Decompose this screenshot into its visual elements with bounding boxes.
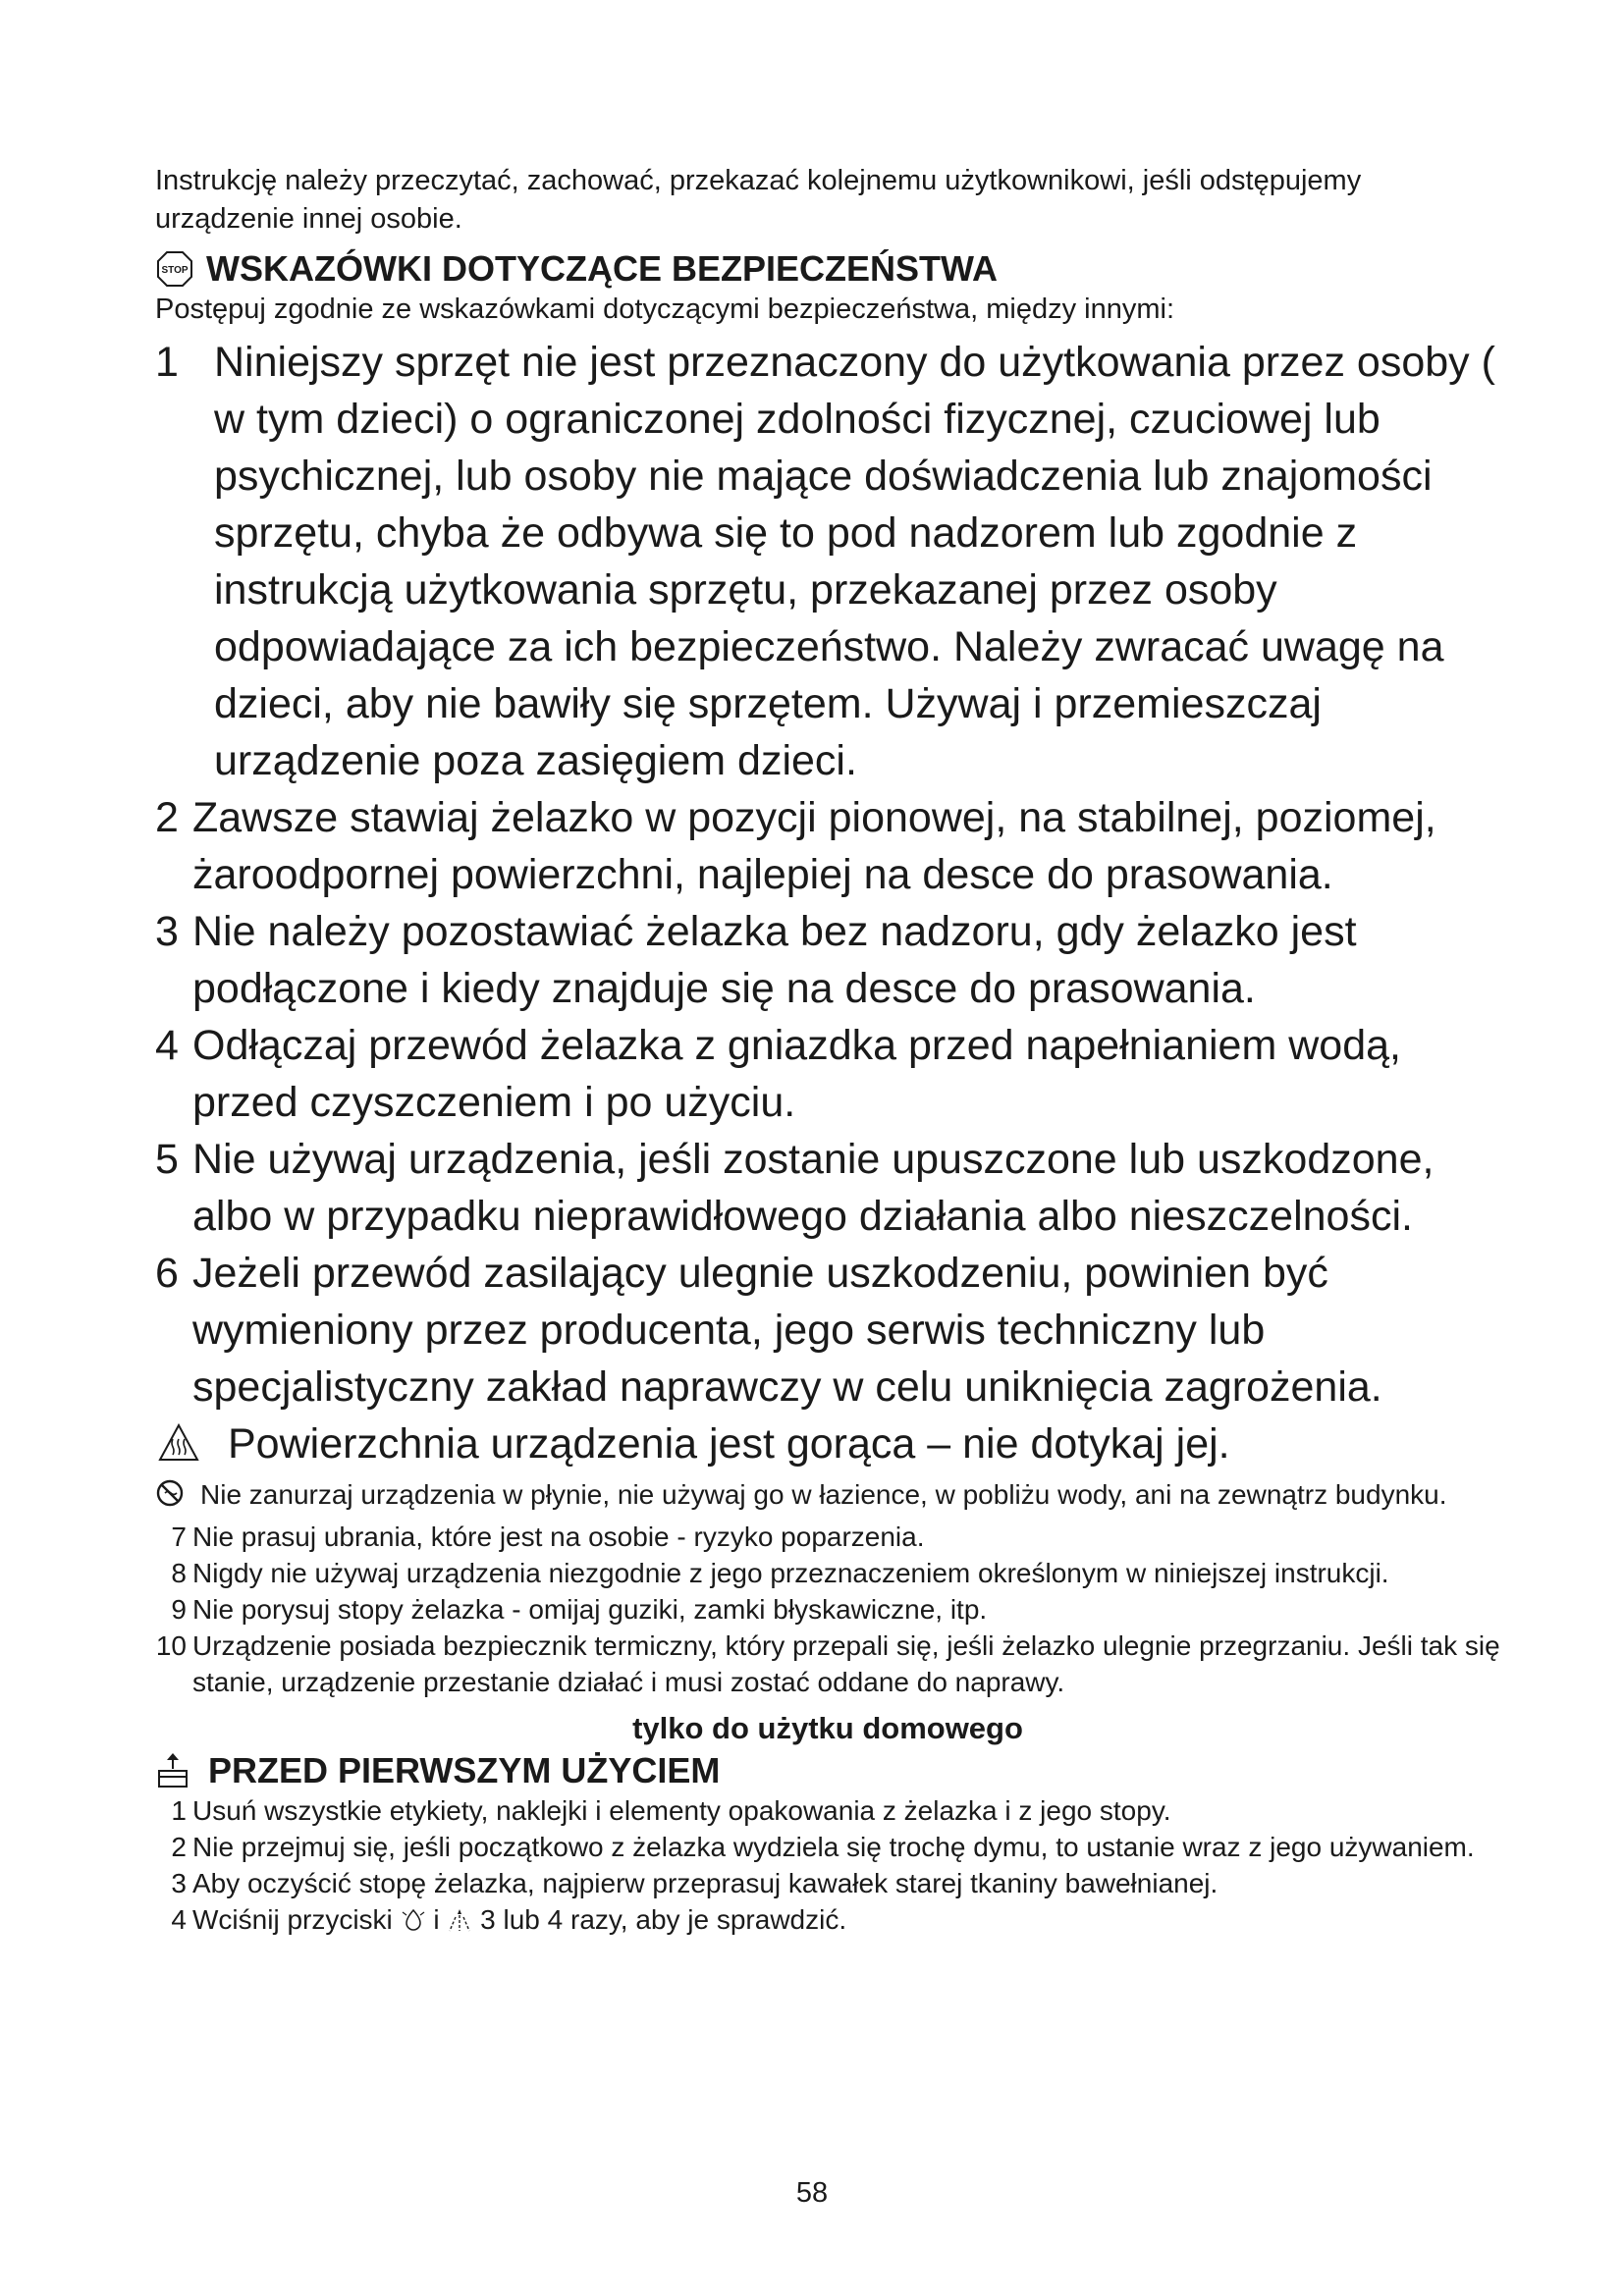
list-item <box>155 1865 1500 1901</box>
first-use-list <box>155 1792 1500 1938</box>
hot-warning-text: Powierzchnia urządzenia jest gorąca – nie dotykaj jej. <box>228 1420 1230 1468</box>
list-item <box>155 1628 1500 1700</box>
safety-big-list <box>155 334 1500 1415</box>
safety-title: WSKAZÓWKI DOTYCZĄCE BEZPIECZEŃSTWA <box>206 248 998 289</box>
first-use-title: PRZED PIERWSZYM UŻYCIEM <box>208 1750 721 1790</box>
no-immersion-warning <box>155 1476 1500 1513</box>
item4-mid: i <box>433 1904 440 1935</box>
item-number: 6 <box>155 1250 179 1297</box>
item-number: 4 <box>171 1904 187 1935</box>
list-item <box>155 1829 1500 1865</box>
manual-page <box>155 162 1500 1938</box>
item-text: Nie porysuj stopy żelazka - omijaj guziki, zamki błyskawiczne, itp. <box>192 1594 988 1625</box>
item-number: 1 <box>155 339 179 386</box>
item-number: 3 <box>155 908 179 955</box>
item-number: 5 <box>155 1136 179 1183</box>
item-text: Jeżeli przewód zasilający ulegnie uszkodzeniu, powinien być wymieniony przez producenta, jego serwis techniczny lub specjalistyczny zakład naprawczy w celu uniknięcia zagrożenia. <box>192 1250 1382 1411</box>
list-item <box>155 1245 1500 1415</box>
svg-text:STOP: STOP <box>161 265 189 276</box>
item-number: 2 <box>155 794 179 841</box>
steam-shot-button-icon <box>447 1905 472 1931</box>
item-number: 7 <box>171 1522 187 1552</box>
stop-icon <box>155 249 194 289</box>
list-item <box>155 1131 1500 1245</box>
item-number: 4 <box>155 1022 179 1069</box>
safety-subtitle: Postępuj zgodnie ze wskazówkami dotyczącymi bezpieczeństwa, między innymi: <box>155 294 1174 325</box>
spray-button-icon <box>401 1905 426 1931</box>
safety-small-list <box>155 1519 1500 1700</box>
item-text: Urządzenie posiada bezpiecznik termiczny, który przepali się, jeśli żelazko ulegnie przegrzaniu. Jeśli tak się stanie, urządzenie przestanie działać i musi zostać oddane do naprawy. <box>192 1630 1500 1697</box>
item-number: 10 <box>155 1630 187 1661</box>
item-text: Zawsze stawiaj żelazko w pozycji pionowej, na stabilnej, poziomej, żaroodpornej powierzchni, najlepiej na desce do prasowania. <box>192 794 1436 898</box>
list-item <box>155 1519 1500 1555</box>
list-item <box>155 789 1500 903</box>
hot-surface-warning <box>155 1415 1500 1472</box>
item-text: Nigdy nie używaj urządzenia niezgodnie z jego przeznaczeniem określonym w niniejszej instrukcji. <box>192 1558 1389 1588</box>
list-item <box>155 1555 1500 1591</box>
item-text: Odłączaj przewód żelazka z gniazdka przed napełnianiem wodą, przed czyszczeniem i po użyciu. <box>192 1022 1401 1126</box>
item-text: Usuń wszystkie etykiety, naklejki i elementy opakowania z żelazka i z jego stopy. <box>192 1795 1171 1826</box>
intro-text: Instrukcję należy przeczytać, zachować, przekazać kolejnemu użytkownikowi, jeśli odstępujemy urządzenie innej osobie. <box>155 165 1362 235</box>
unpack-box-icon <box>155 1751 190 1790</box>
item-number: 1 <box>171 1795 187 1826</box>
item-number: 2 <box>171 1832 187 1862</box>
page-number: 58 <box>795 2177 829 2209</box>
list-item <box>155 1901 1500 1938</box>
list-item <box>155 334 1500 789</box>
item-text: Nie używaj urządzenia, jeśli zostanie upuszczone lub uszkodzone, albo w przypadku nieprawidłowego działania albo nieszczelności. <box>192 1136 1435 1240</box>
item-text: Nie prasuj ubrania, które jest na osobie - ryzyko poparzenia. <box>192 1522 925 1552</box>
item-text: Nie należy pozostawiać żelazka bez nadzoru, gdy żelazko jest podłączone i kiedy znajduje się na desce do prasowania. <box>192 908 1357 1012</box>
hot-surface-warning-icon <box>157 1421 202 1467</box>
item-text <box>192 1901 1500 1938</box>
domestic-use-note: tylko do użytku domowego <box>632 1711 1023 1745</box>
no-immersion-text: Nie zanurzaj urządzenia w płynie, nie używaj go w łazience, w pobliżu wody, ani na zewnątrz budynku. <box>200 1479 1447 1510</box>
list-item <box>155 903 1500 1017</box>
item-text: Aby oczyścić stopę żelazka, najpierw przeprasuj kawałek starej tkaniny bawełnianej. <box>192 1868 1218 1898</box>
list-item <box>155 1591 1500 1628</box>
item-number: 8 <box>171 1558 187 1588</box>
item4-before: Wciśnij przyciski <box>192 1904 393 1935</box>
item-number: 3 <box>171 1868 187 1898</box>
list-item <box>155 1017 1500 1131</box>
item-text: Nie przejmuj się, jeśli początkowo z żelazka wydziela się trochę dymu, to ustanie wraz z jego używaniem. <box>192 1832 1475 1862</box>
item-text: Niniejszy sprzęt nie jest przeznaczony do użytkowania przez osoby ( w tym dzieci) o ograniczonej zdolności fizycznej, czuciowej lub psychicznej, lub osoby nie mające doświadczenia lub znajomości sprzętu, chyba że odbywa się to pod nadzorem lub zgodnie z instrukcją użytkowania sprzętu, przekazanej przez osoby odpowiadające za ich bezpieczeństwo. Należy zwracać uwagę na dzieci, aby nie bawiły się sprzętem. Używaj i przemieszczaj urządzenie poza zasięgiem dzieci. <box>214 339 1495 784</box>
first-use-heading <box>155 1749 1500 1792</box>
list-item <box>155 1792 1500 1829</box>
safety-heading <box>155 246 1500 292</box>
item-number: 9 <box>171 1594 187 1625</box>
item4-after: 3 lub 4 razy, aby je sprawdzić. <box>480 1904 847 1935</box>
no-immersion-icon <box>155 1478 187 1510</box>
